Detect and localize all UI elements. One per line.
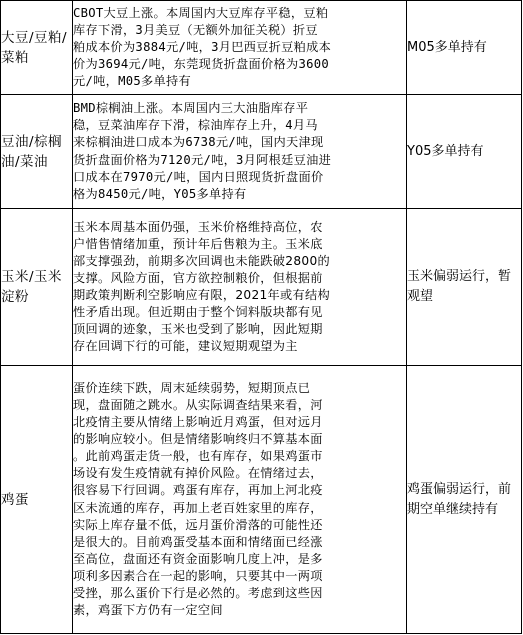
table-row: [1, 1, 522, 95]
analysis-cell: 蛋价连续下跌，周末延续弱势，短期顶点已 现，盘面随之跳水。从实际调查结果来看，河 北疫情主要从情绪上影响近月鸡蛋，但对远月 的影响应较小。但是情绪影响终归不算基本面 。此前鸡蛋走货一般，也有库存，如果鸡蛋市 场设有发生疫情就有掉价风险。在情绪过去， 很容易下行回调。鸡蛋有库存，再加上河北疫 区未流通的库存，再加上老百姓家里的库存， 实际上库存量不低，远月蛋价滑落的可能性还 是很大的。目前鸡蛋受基本面和情绪面已经涨 至高位，盘面还有资金面影响几度上冲，是多 项利多因素合在一起的影响，只要其中一两项 受挫，那么蛋价下行是必然的。考虑到这些因 素，鸡蛋下方仍有一定空间: [73, 366, 407, 634]
advice-cell: 鸡蛋偏弱运行，前期空单继续持有: [407, 366, 522, 634]
category-cell: 玉米/玉米淀粉: [1, 209, 73, 366]
advice-cell: M05多单持有: [407, 1, 522, 95]
analysis-cell: 玉米本周基本面仍强，玉米价格维持高位，农 户惜售情绪加重，预计年后售粮为主。玉米底 部支撑强劲，前期多次回调也未能跌破2800的 支撑。风险方面，官方欲控制粮价，但根据前 期政策判断利空影响应有限，2021年或有结构 性矛盾出现。但近期由于整个饲料版块都有见 顶回调的迹象，玉米也受到了影响，因此短期 存在回调下行的可能，建议短期观望为主: [73, 209, 407, 366]
category-cell: 鸡蛋: [1, 366, 73, 634]
table-row: [1, 366, 522, 634]
advice-cell: Y05多单持有: [407, 95, 522, 209]
analysis-cell: BMD棕榈油上涨。本周国内三大油脂库存平 稳，豆菜油库存下滑，棕油库存上升，4月马 来棕榈油进口成本为6738元/吨，国内天津现 货折盘面价格为7120元/吨，3月阿根廷豆油进 口成本在7970元/吨，国内日照现货折盘面价 格为8450元/吨，Y05多单持有: [73, 95, 407, 209]
table-row: [1, 95, 522, 209]
category-cell: 大豆/豆粕/菜粕: [1, 1, 73, 95]
table-row: [1, 209, 522, 366]
analysis-cell: CBOT大豆上涨。本周国内大豆库存平稳，豆粕 库存下滑，3月美豆（无额外加征关税）折豆 粕成本价为3884元/吨，3月巴西豆折豆粕成本 价为3694元/吨，东莞现货折盘面价格为3600 元/吨，M05多单持有: [73, 1, 407, 95]
advice-cell: 玉米偏弱运行，暂观望: [407, 209, 522, 366]
category-cell: 豆油/棕榈油/菜油: [1, 95, 73, 209]
